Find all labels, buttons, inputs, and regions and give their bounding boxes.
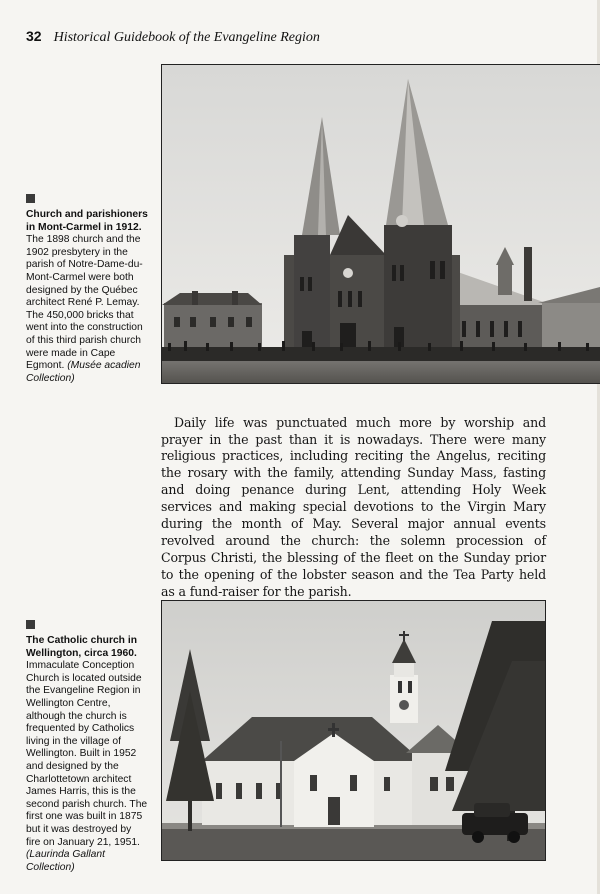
caption-body: Immaculate Conception Church is located outside the Evangeline Region in Wellington Centre, although the church is frequented by Catholics living in the village of Wellington. Built in 1952 and designed by the Charlottetown architect James Harris, this is the second parish church. The first one was built in 1875 but it was destroyed by fire on January 21, 1951. — [26, 660, 148, 848]
caption-mont-carmel — [26, 194, 148, 385]
caption-marker — [26, 194, 35, 203]
caption-marker — [26, 620, 35, 629]
running-title: Historical Guidebook of the Evangeline Region — [53, 30, 320, 45]
caption-credit: (Musée acadien Collection) — [26, 360, 141, 384]
caption-body: The 1898 church and the 1902 presbytery in the parish of Notre-Dame-du-Mont-Carmel were both designed by the Québec architect René P. Lemay. The 450,000 bricks that went into the construction of this third parish church were made in Cape Egmont. — [26, 234, 143, 372]
page-number: 32 — [26, 28, 42, 44]
photo-mont-carmel-church — [161, 64, 600, 384]
caption-wellington — [26, 620, 148, 874]
caption-title: Church and parishioners in Mont-Carmel in 1912. — [26, 209, 148, 233]
page-header — [26, 28, 320, 48]
body-paragraph: Daily life was punctuated much more by worship and prayer in the past than it is nowadays. There were many religious practices, including reciting the Angelus, reciting the rosary with the family, attending Sunday Mass, fasting and doing penance during Lent, attending Holy Week services and making special devotions to the Virgin Mary during the month of May. Several major annual events revolved around the church: the solemn procession of Corpus Christi, the blessing of the fleet on the Sunday prior to the opening of the lobster season and the Tea Party held as a fund-raiser for the parish. — [161, 414, 546, 599]
photo-wellington-church — [161, 600, 546, 861]
caption-title: The Catholic church in Wellington, circa 1960. — [26, 635, 137, 659]
caption-credit: (Laurinda Gallant Collection) — [26, 849, 105, 873]
